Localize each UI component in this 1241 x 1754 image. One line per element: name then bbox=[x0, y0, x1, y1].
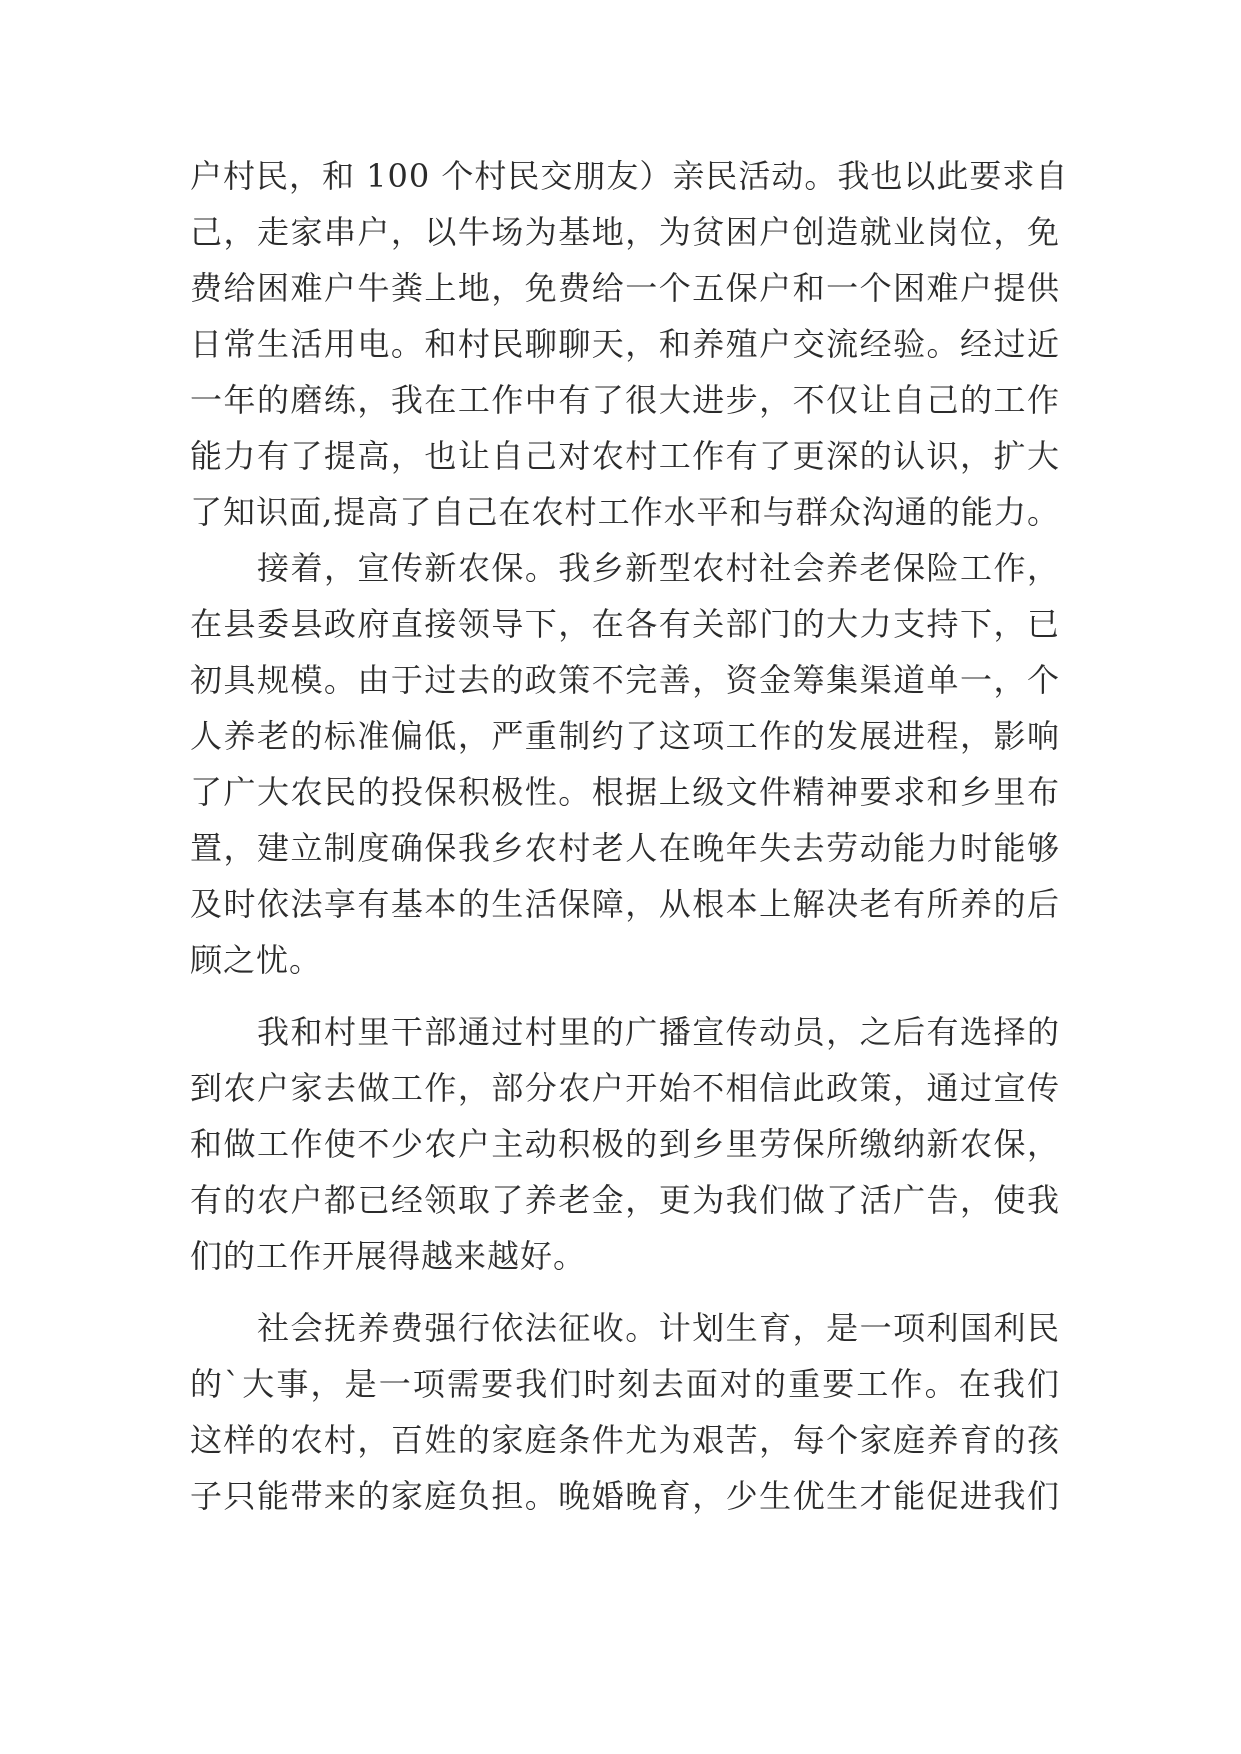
text-line-13: 置，建立制度确保我乡农村老人在晚年失去劳动能力时能够 bbox=[190, 829, 1060, 867]
text-line-4: 日常生活用电。和村民聊聊天，和养殖户交流经验。经过近 bbox=[190, 325, 1060, 363]
text-line-6: 能力有了提高，也让自己对农村工作有了更深的认识，扩大 bbox=[190, 437, 1060, 475]
text-line-2: 己，走家串户，以牛场为基地，为贫困户创造就业岗位，免 bbox=[190, 213, 1060, 251]
text-line-11: 人养老的标准偏低，严重制约了这项工作的发展进程，影响 bbox=[190, 717, 1060, 755]
text-line-16: 我和村里干部通过村里的广播宣传动员，之后有选择的 bbox=[257, 1013, 1060, 1051]
text-line-21: 社会抚养费强行依法征收。计划生育，是一项利国利民 bbox=[257, 1309, 1060, 1347]
text-line-19: 有的农户都已经领取了养老金，更为我们做了活广告，使我 bbox=[190, 1181, 1060, 1219]
text-line-1: 户村民，和 100 个村民交朋友）亲民活动。我也以此要求自 bbox=[190, 157, 1069, 195]
text-line-20: 们的工作开展得越来越好。 bbox=[190, 1237, 587, 1275]
text-line-22: 的`大事，是一项需要我们时刻去面对的重要工作。在我们 bbox=[190, 1365, 1060, 1403]
text-line-7: 了知识面,提高了自己在农村工作水平和与群众沟通的能力。 bbox=[190, 493, 1060, 531]
text-line-5: 一年的磨练，我在工作中有了很大进步，不仅让自己的工作 bbox=[190, 381, 1060, 419]
text-line-15: 顾之忧。 bbox=[190, 941, 323, 979]
text-line-18: 和做工作使不少农户主动积极的到乡里劳保所缴纳新农保， bbox=[190, 1125, 1060, 1163]
text-line-12: 了广大农民的投保积极性。根据上级文件精神要求和乡里布 bbox=[190, 773, 1060, 811]
text-line-8: 接着，宣传新农保。我乡新型农村社会养老保险工作， bbox=[257, 549, 1060, 587]
text-line-3: 费给困难户牛粪上地，免费给一个五保户和一个困难户提供 bbox=[190, 269, 1060, 307]
text-line-23: 这样的农村，百姓的家庭条件尤为艰苦，每个家庭养育的孩 bbox=[190, 1421, 1060, 1459]
text-line-10: 初具规模。由于过去的政策不完善，资金筹集渠道单一，个 bbox=[190, 661, 1060, 699]
text-line-24: 子只能带来的家庭负担。晚婚晚育，少生优生才能促进我们 bbox=[190, 1477, 1060, 1515]
text-line-14: 及时依法享有基本的生活保障，从根本上解决老有所养的后 bbox=[190, 885, 1060, 923]
text-line-9: 在县委县政府直接领导下，在各有关部门的大力支持下，已 bbox=[190, 605, 1060, 643]
text-line-17: 到农户家去做工作，部分农户开始不相信此政策，通过宣传 bbox=[190, 1069, 1060, 1107]
